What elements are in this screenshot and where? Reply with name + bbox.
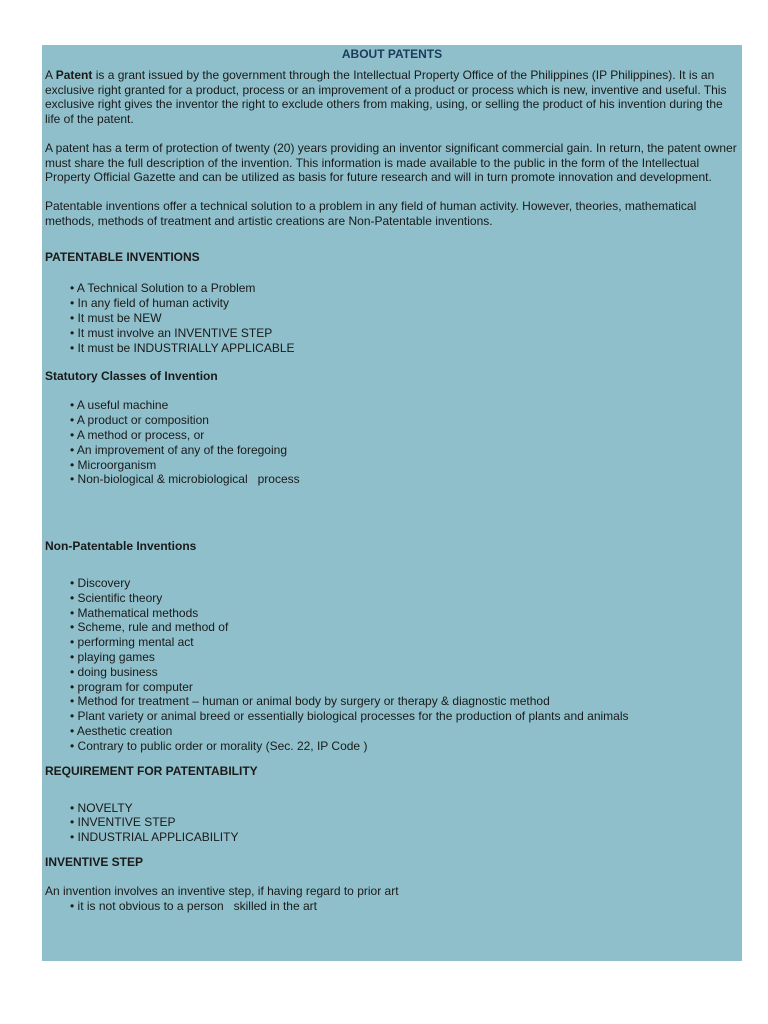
page-title: ABOUT PATENTS — [341, 47, 443, 61]
list-item: • It must involve an INVENTIVE STEP — [70, 325, 273, 340]
list-item: • Mathematical methods — [70, 605, 199, 620]
list-item: • A method or process, or — [70, 427, 205, 442]
list-item: • INVENTIVE STEP — [70, 815, 176, 830]
intro-paragraph-3: Patentable inventions offer a technical solution to a problem in any field of human activity. However, theories, mathematical methods, methods of treatment and artistic creations are Non-Patentable inventions. — [45, 198, 697, 228]
list-item: • program for computer — [70, 679, 193, 694]
list-item: • doing business — [70, 664, 158, 679]
list-item: • Aesthetic creation — [70, 724, 173, 739]
inventive-step-heading: INVENTIVE STEP — [45, 855, 144, 870]
patent-term-bold: Patent — [55, 68, 93, 82]
patentable-heading: PATENTABLE INVENTIONS — [45, 250, 200, 265]
list-item: • Method for treatment – human or animal body by surgery or therapy & diagnostic method — [70, 694, 550, 709]
list-item: • INDUSTRIAL APPLICABILITY — [70, 830, 239, 845]
inventive-step-text: An invention involves an inventive step, if having regard to prior art — [45, 884, 399, 899]
list-item: • A useful machine — [70, 398, 169, 413]
patentable-list — [42, 281, 742, 355]
list-item: • Scientific theory — [70, 590, 163, 605]
statutory-list — [42, 398, 742, 487]
non-patentable-list — [42, 576, 742, 754]
list-item: • performing mental act — [70, 635, 194, 650]
list-item: • Plant variety or animal breed or essentially biological processes for the production of plants and animals — [70, 709, 629, 724]
intro-paragraph-1 — [45, 68, 738, 127]
list-item: • Microorganism — [70, 457, 157, 472]
list-item: • Contrary to public order or morality (Sec. 22, IP Code ) — [70, 738, 368, 753]
list-item: • Discovery — [70, 576, 131, 591]
list-item: • In any field of human activity — [70, 296, 229, 311]
statutory-heading: Statutory Classes of Invention — [45, 369, 218, 384]
intro-p1-prefix: A — [45, 68, 56, 82]
list-item: • playing games — [70, 650, 155, 665]
list-item: • NOVELTY — [70, 800, 133, 815]
intro-paragraph-2: A patent has a term of protection of twenty (20) years providing an inventor significant commercial gain. In return, the patent owner must share the full description of the invention. This information is made available to the public in the form of the Intellectual Property Official Gazette and can be utilized as basis for future research and will in turn promote innovation and development. — [45, 140, 737, 185]
requirement-heading: REQUIREMENT FOR PATENTABILITY — [45, 763, 258, 778]
document-page — [42, 45, 742, 961]
inventive-step-list — [42, 899, 742, 914]
list-item: • Non-biological & microbiological process — [70, 472, 300, 487]
intro-p1-rest: is a grant issued by the government through the Intellectual Property Office of the Philippines (IP Philippines). It is an exclusive right granted for a product, process or an improvement of a product or process which is new, inventive and useful. This exclusive right gives the inventor the right to exclude others from making, using, or selling the product of his invention during the life of the patent. — [45, 68, 727, 127]
list-item: • A product or composition — [70, 413, 209, 428]
requirement-list — [42, 801, 742, 845]
list-item: • It must be NEW — [70, 310, 162, 325]
list-item: • A Technical Solution to a Problem — [70, 281, 256, 296]
list-item: • An improvement of any of the foregoing — [70, 442, 287, 457]
list-item: • It must be INDUSTRIALLY APPLICABLE — [70, 340, 295, 355]
list-item: • Scheme, rule and method of — [70, 620, 229, 635]
list-item: • it is not obvious to a person skilled in the art — [70, 898, 317, 913]
non-patentable-heading: Non-Patentable Inventions — [45, 539, 197, 554]
